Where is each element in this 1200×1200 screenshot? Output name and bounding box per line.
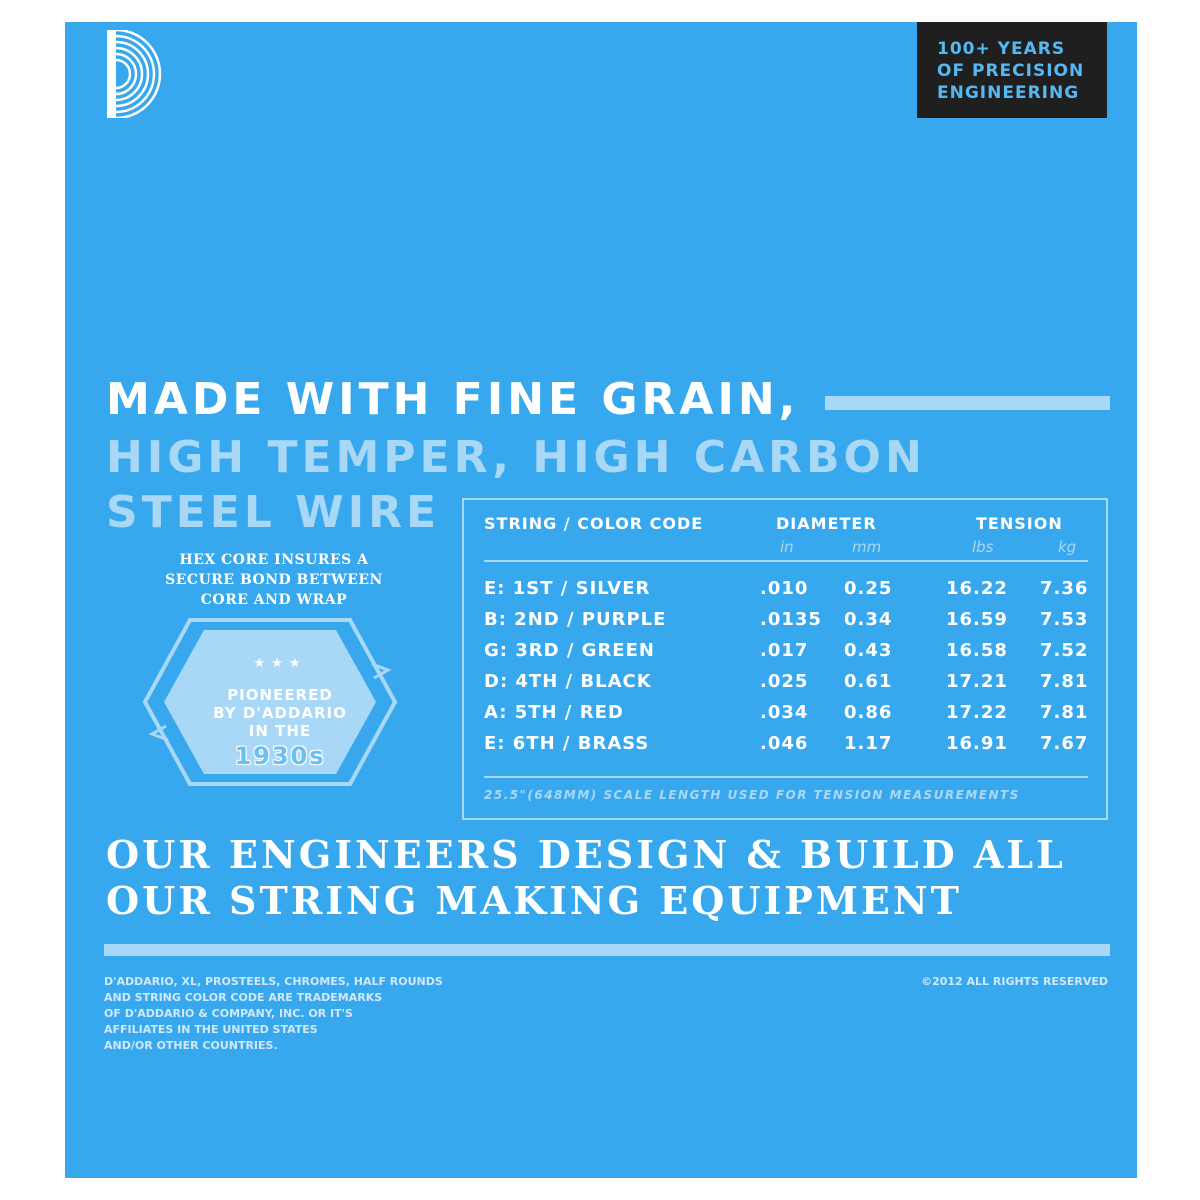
pioneered-line: IN THE [248, 722, 312, 740]
table-row [464, 640, 1106, 670]
hex-note-line: HEX CORE INSURES A [179, 552, 369, 568]
legal-line: OF D'ADDARIO & COMPANY, INC. OR IT'S [104, 1007, 353, 1020]
hex-note-line: CORE AND WRAP [200, 592, 348, 608]
cell-in: .025 [760, 671, 809, 692]
headline-line-3: STEEL WIRE [106, 487, 441, 538]
pioneered-line: PIONEERED [227, 686, 333, 704]
badge-line: OF PRECISION [937, 61, 1085, 81]
legal-line: AFFILIATES IN THE UNITED STATES [104, 1023, 318, 1036]
table-row [464, 733, 1106, 763]
cell-lbs: 17.21 [946, 671, 1008, 692]
cell-string: B: 2ND / PURPLE [484, 609, 667, 630]
unit-mm: mm [852, 538, 882, 556]
cell-string: A: 5TH / RED [484, 702, 624, 723]
unit-lbs: lbs [972, 538, 994, 556]
cell-kg: 7.81 [1040, 671, 1089, 692]
cell-mm: 0.86 [844, 702, 893, 723]
table-bottom-rule [484, 776, 1088, 778]
header-tension: TENSION [976, 514, 1063, 533]
legal-line: AND STRING COLOR CODE ARE TRADEMARKS [104, 991, 383, 1004]
hex-core-note [130, 550, 418, 610]
copyright-notice: ©2012 ALL RIGHTS RESERVED [921, 975, 1108, 988]
cell-string: G: 3RD / GREEN [484, 640, 655, 661]
cell-mm: 0.61 [844, 671, 893, 692]
cell-lbs: 16.59 [946, 609, 1008, 630]
unit-in: in [780, 538, 794, 556]
cell-kg: 7.67 [1040, 733, 1089, 754]
cell-lbs: 17.22 [946, 702, 1008, 723]
footer-bar [104, 944, 1110, 956]
cell-kg: 7.52 [1040, 640, 1089, 661]
string-spec-table [462, 498, 1108, 820]
cell-string: E: 6TH / BRASS [484, 733, 650, 754]
pioneered-line: BY D'ADDARIO [213, 704, 347, 722]
headline-line-1: MADE WITH FINE GRAIN, [106, 374, 800, 425]
legal-line: D'ADDARIO, XL, PROSTEELS, CHROMES, HALF ROUNDS [104, 975, 443, 988]
table-row [464, 671, 1106, 701]
table-top-rule [484, 560, 1088, 562]
engineers-statement [106, 832, 1116, 924]
table-footnote: 25.5"(648MM) SCALE LENGTH USED FOR TENSION MEASUREMENTS [484, 788, 1020, 802]
cell-string: E: 1ST / SILVER [484, 578, 651, 599]
daddario-logo-icon [107, 30, 169, 118]
cell-kg: 7.81 [1040, 702, 1089, 723]
trademark-notice [104, 974, 443, 1054]
engineers-line-2: OUR STRING MAKING EQUIPMENT [106, 878, 962, 923]
cell-in: .017 [760, 640, 809, 661]
cell-in: .034 [760, 702, 809, 723]
cell-mm: 0.25 [844, 578, 893, 599]
cell-in: .0135 [760, 609, 822, 630]
years-badge [917, 22, 1107, 118]
cell-lbs: 16.91 [946, 733, 1008, 754]
header-string: STRING / COLOR CODE [484, 514, 704, 533]
badge-line: ENGINEERING [937, 83, 1080, 103]
hex-stars: ★★★ [253, 656, 307, 671]
table-row [464, 702, 1106, 732]
header-diameter: DIAMETER [776, 514, 877, 533]
cell-in: .046 [760, 733, 809, 754]
unit-kg: kg [1058, 538, 1077, 556]
cell-in: .010 [760, 578, 809, 599]
pioneered-text [200, 686, 360, 740]
hex-note-line: SECURE BOND BETWEEN [165, 572, 383, 588]
headline-line-2: HIGH TEMPER, HIGH CARBON [106, 432, 926, 483]
legal-line: AND/OR OTHER COUNTRIES. [104, 1039, 278, 1052]
cell-lbs: 16.22 [946, 578, 1008, 599]
cell-kg: 7.36 [1040, 578, 1089, 599]
table-row [464, 578, 1106, 608]
badge-line: 100+ YEARS [937, 39, 1066, 59]
headline-bar [825, 396, 1110, 410]
cell-mm: 1.17 [844, 733, 893, 754]
engineers-line-1: OUR ENGINEERS DESIGN & BUILD ALL [106, 832, 1066, 877]
cell-lbs: 16.58 [946, 640, 1008, 661]
cell-mm: 0.43 [844, 640, 893, 661]
cell-kg: 7.53 [1040, 609, 1089, 630]
pioneered-decade: 1930s [234, 742, 326, 770]
cell-mm: 0.34 [844, 609, 893, 630]
cell-string: D: 4TH / BLACK [484, 671, 652, 692]
table-row [464, 609, 1106, 639]
